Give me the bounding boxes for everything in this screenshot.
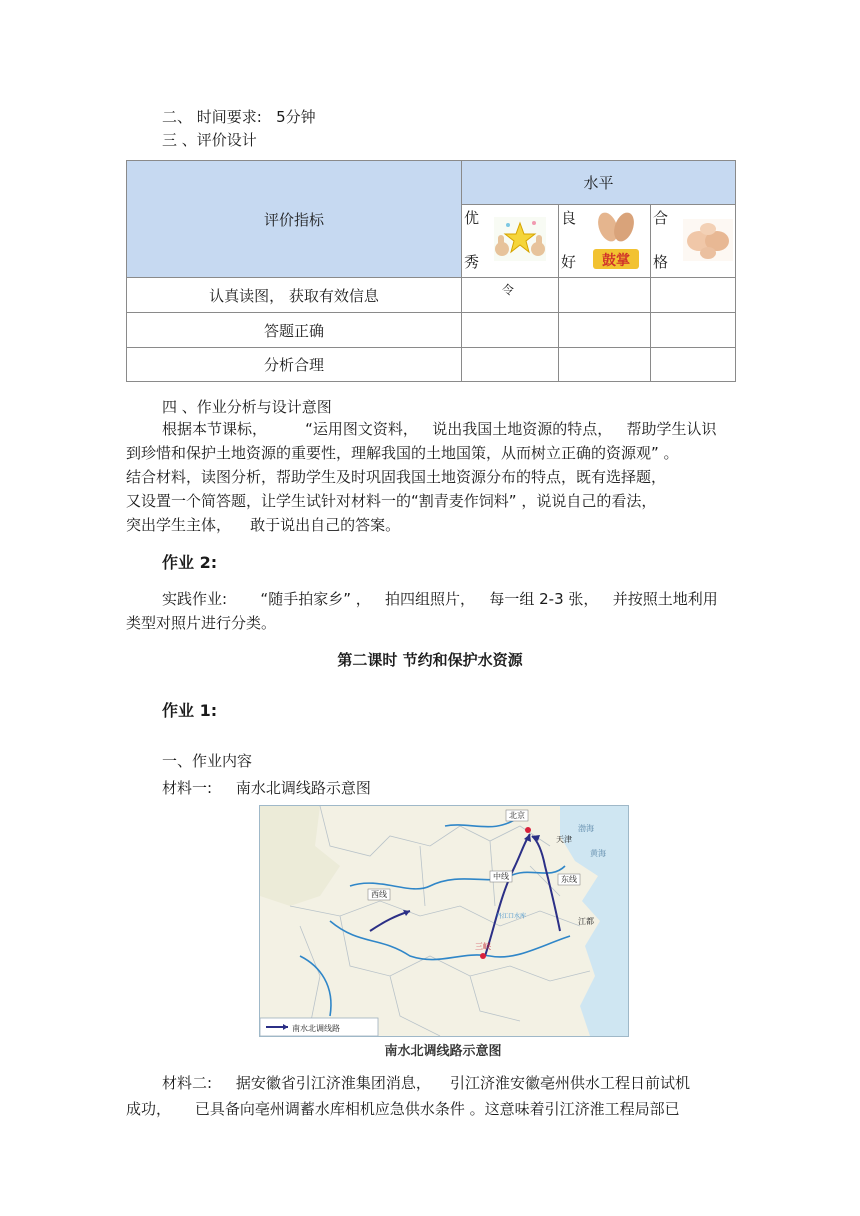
level-header: 水平 xyxy=(462,161,736,205)
homework2-line-1: 实践作业: “随手拍家乡” ， 拍四组照片， 每一组 2-3 张， 并按照土地利用 xyxy=(162,590,718,608)
stray-mark: 令 xyxy=(502,283,515,297)
indicator-header: 评价指标 xyxy=(127,161,462,278)
map-beijing: 北京 xyxy=(509,811,525,820)
material1-label: 材料一: 南水北调线路示意图 xyxy=(162,779,371,797)
cell-2-excellent xyxy=(462,313,559,348)
cell-2-pass xyxy=(651,313,736,348)
section4-line-2: 到珍惜和保护土地资源的重要性，理解我国的土地国策，从而树立正确的资源观” 。 xyxy=(126,444,679,462)
grade-excellent-top: 优 xyxy=(464,209,480,227)
evaluation-design-heading: 三 、评价设计 xyxy=(162,131,257,149)
map-graphic xyxy=(260,806,628,1036)
homework2-title: 作业 2: xyxy=(162,553,218,572)
homework2-line-2: 类型对照片进行分类。 xyxy=(126,614,277,632)
map-jiangdu: 江都 xyxy=(578,917,594,926)
cell-1-pass xyxy=(651,278,736,313)
section4-line-3: 结合材料，读图分析，帮助学生及时巩固我国土地资源分布的特点，既有选择题， xyxy=(126,468,667,486)
time-requirement: 二、 时间要求: 5分钟 xyxy=(162,108,316,126)
map-caption: 南水北调线路示意图 xyxy=(384,1044,502,1059)
map-sea-1: 黄海 xyxy=(590,849,606,858)
cell-3-excellent xyxy=(462,348,559,382)
cell-2-good xyxy=(559,313,651,348)
fist-bump-icon xyxy=(683,219,733,261)
grade-good xyxy=(559,205,651,278)
section4-title: 四 、作业分析与设计意图 xyxy=(162,398,332,416)
map-west-route: 西线 xyxy=(371,890,387,899)
homework1-title: 作业 1: xyxy=(162,701,218,720)
map-middle-route: 中线 xyxy=(493,872,509,881)
map-tianjin: 天津 xyxy=(556,835,572,844)
south-north-water-map xyxy=(259,805,629,1037)
grade-pass xyxy=(651,205,736,278)
clap-badge: 鼓掌 xyxy=(602,253,630,269)
grade-excellent-bottom: 秀 xyxy=(464,253,480,271)
section4-line-4: 又设置一个简答题，让学生试针对材料一的“割青麦作饲料” ，说说自己的看法， xyxy=(126,492,657,510)
map-sanxia: 三峡 xyxy=(475,942,491,951)
lesson2-title: 第二课时 节约和保护水资源 xyxy=(337,651,523,669)
map-east-route: 东线 xyxy=(561,875,577,884)
grade-good-bottom: 好 xyxy=(561,253,577,271)
cell-3-good xyxy=(559,348,651,382)
map-sea-2: 渤海 xyxy=(578,824,594,833)
indicator-row-3: 分析合理 xyxy=(127,348,462,382)
grade-excellent xyxy=(462,205,559,297)
cell-3-pass xyxy=(651,348,736,382)
grade-pass-bottom: 格 xyxy=(653,253,669,271)
indicator-row-1: 认真读图， 获取有效信息 xyxy=(127,278,462,313)
map-danjiangkou: 丹江口水库 xyxy=(496,913,527,920)
thumbs-up-star-icon xyxy=(494,217,546,261)
grade-good-top: 良 xyxy=(561,209,577,227)
section4-line-5: 突出学生主体， 敢于说出自己的答案。 xyxy=(126,516,401,534)
content-title: 一、作业内容 xyxy=(162,752,253,770)
indicator-row-2: 答题正确 xyxy=(127,313,462,348)
cell-1-good xyxy=(559,278,651,313)
material2-line-2: 成功， 已具备向亳州调蓄水库相机应急供水条件 。这意味着引江济淮工程局部已 xyxy=(126,1100,680,1118)
map-legend: 南水北调线路 xyxy=(292,1024,340,1033)
evaluation-table xyxy=(126,160,736,382)
material2-line-1: 材料二: 据安徽省引江济淮集团消息， 引江济淮安徽亳州供水工程日前试机 xyxy=(162,1074,690,1092)
grade-pass-top: 合 xyxy=(653,209,669,227)
section4-line-1: 根据本节课标， “运用图文资料， 说出我国土地资源的特点， 帮助学生认识 xyxy=(162,420,717,438)
clapping-hands-icon xyxy=(591,209,641,271)
